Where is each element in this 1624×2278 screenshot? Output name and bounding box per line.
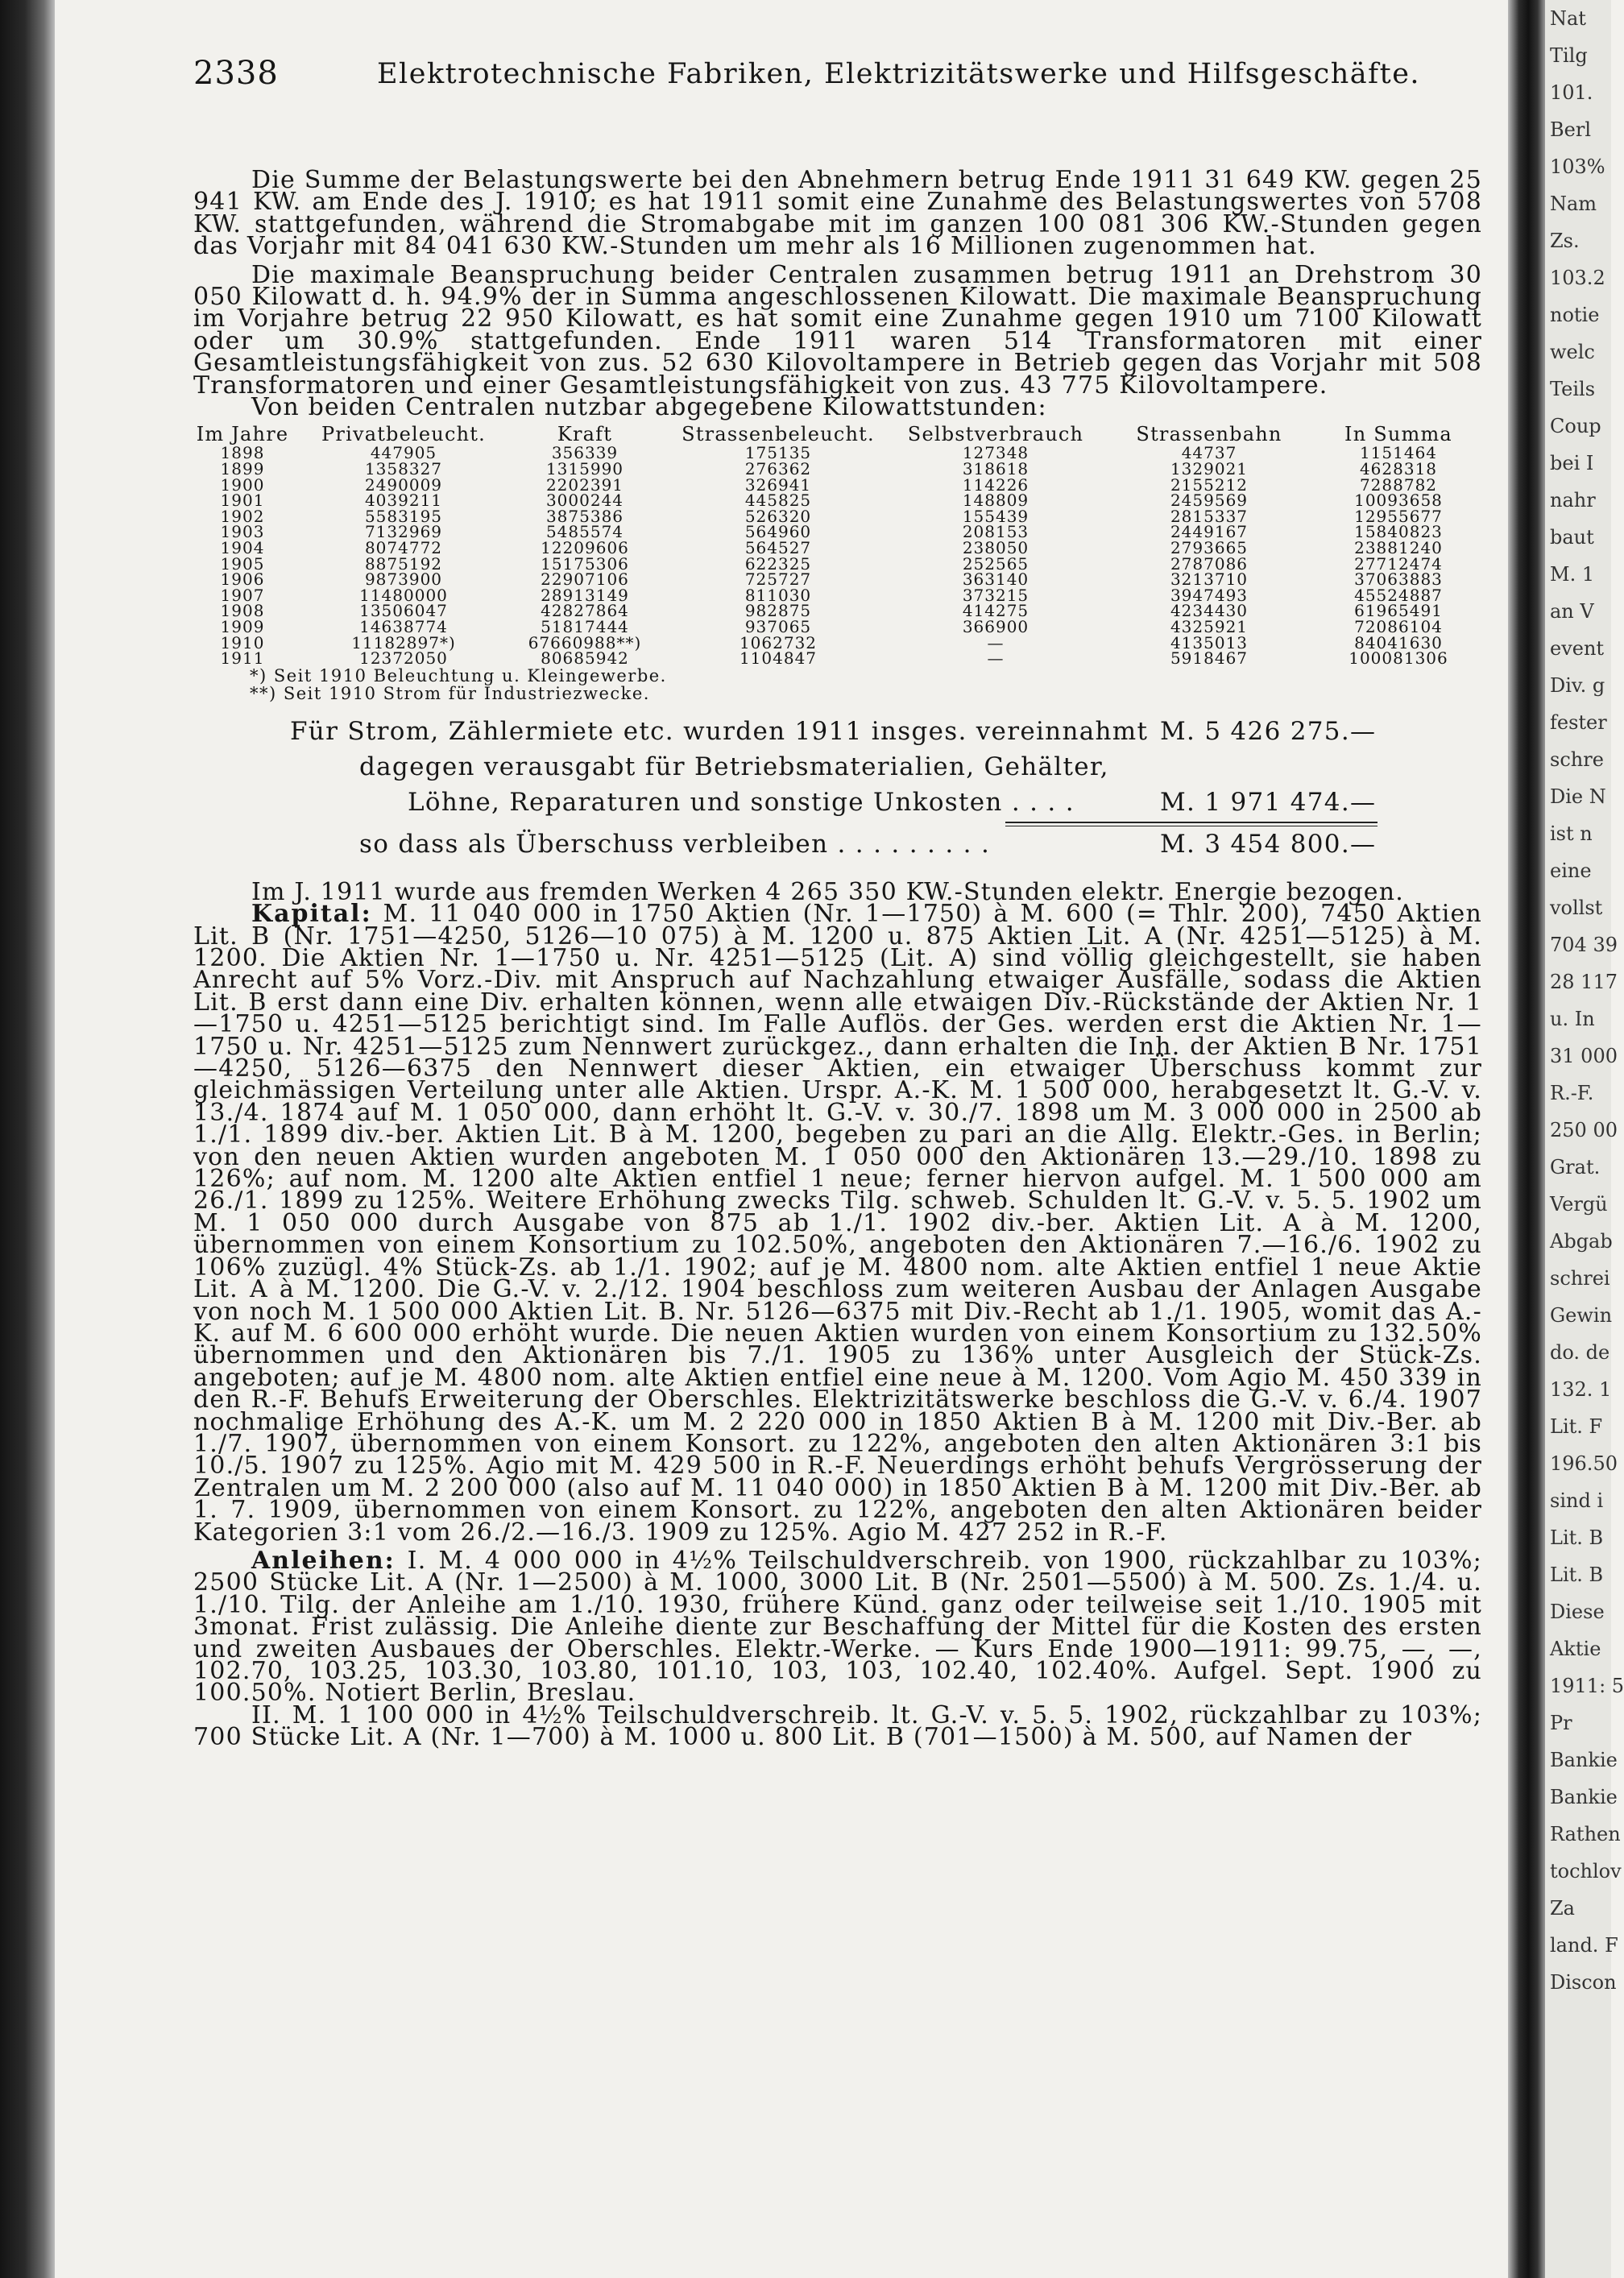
table-cell: 2202391 [545, 474, 624, 495]
table-cell: 114226 [962, 474, 1030, 495]
adjacent-page-line: 704 39 [1550, 934, 1618, 956]
adjacent-page-line: 28 117 [1550, 971, 1618, 993]
table-cell: 45524887 [1354, 585, 1443, 605]
adjacent-page-line: 101. [1550, 81, 1593, 104]
adjacent-page-line: sind i [1550, 1489, 1604, 1512]
table-cell: 28913149 [541, 585, 629, 605]
table-cell: 14638774 [359, 617, 448, 636]
adjacent-page-line: nahr [1550, 489, 1596, 512]
table-cell: 2459569 [1170, 491, 1249, 511]
adjacent-page-line: 31 000 [1550, 1045, 1618, 1067]
table-cell: 326941 [744, 474, 812, 495]
table-cell: 4135013 [1170, 632, 1249, 652]
table-cell: 356339 [551, 443, 619, 463]
table-cell: 37063883 [1354, 570, 1443, 590]
table-cell: 8074772 [364, 538, 443, 558]
table-cell: 725727 [744, 570, 812, 590]
adjacent-page-line: Rathen [1550, 1823, 1621, 1845]
table-cell: 363140 [962, 570, 1030, 590]
adjacent-page-line: Gewin [1550, 1304, 1613, 1327]
table-cell: 2815337 [1170, 506, 1249, 526]
anleihen-text-1: I. M. 4 000 000 in 4½% Teilschuldverschreib. von 1900, rückzahlbar zu 103%; 2500 Stücke Lit. A (Nr. 1—2500) à M. 1000, 3000 Lit. B (Nr. 2501—5500) à M. 500. Zs. 1./4. u. 1./10. Tilg. der Anleihe am 1./10. 1930, frühere Künd. ganz oder teilweise seit 1./10. 1905 mit 3monat. Frist zulässig. Die Anleihe diente zur Beschaffung der Mittel für die Kosten des ersten und zweiten Ausbaues der Oberschles. Elektr.-Werke. — Kurs Ende 1900—1911: 99.75, —, —, 102.70, 103.25, 103.30, 103.80, 101.10, 103, 103, 102.40, 102.40%. Aufgel. Sept. 1900 zu 100.50%. Notiert Berlin, Breslau. [193, 1546, 1482, 1708]
table-cell: 3000244 [545, 491, 624, 511]
table-cell: 2449167 [1170, 522, 1249, 542]
adjacent-page-line: Teils [1550, 378, 1596, 400]
page-header [193, 50, 1482, 98]
table-cell: 11182897*) [351, 632, 456, 652]
adjacent-page-line: Coup [1550, 415, 1601, 437]
table-cell: 622325 [744, 553, 812, 574]
table-cell: 15840823 [1354, 522, 1443, 542]
finance-summary [193, 702, 1482, 881]
table-cell: 1903 [220, 522, 265, 542]
table-cell: 373215 [962, 585, 1030, 605]
paragraph-anleihen [193, 1546, 1482, 1708]
running-title: Elektrotechnische Fabriken, Elektrizitätswerke und Hilfsgeschäfte. [377, 58, 1421, 90]
table-cell: 1908 [220, 601, 265, 621]
page-content [193, 50, 1482, 1752]
table-cell: 8875192 [364, 553, 443, 574]
adjacent-page-line: Bankie [1550, 1749, 1618, 1771]
finance-expense-label: dagegen verausgabt für Betriebsmaterialien, Gehälter, [359, 752, 1109, 781]
adjacent-page-line: Za [1550, 1897, 1575, 1920]
adjacent-page-line: do. de [1550, 1341, 1610, 1364]
finance-surplus-amount: M. 3 454 800.— [1160, 829, 1377, 859]
table-cell: 5918467 [1170, 648, 1249, 669]
adjacent-page-line: Nam [1550, 193, 1597, 215]
table-footnotes [250, 667, 1482, 702]
table-cell: 4628318 [1359, 459, 1438, 479]
table-cell: 5583195 [364, 506, 443, 526]
adjacent-page-line: Vergü [1550, 1193, 1608, 1216]
kapital-heading: Kapital: [251, 900, 372, 929]
paragraph-kapital [193, 900, 1482, 1547]
table-cell: 67660988**) [528, 632, 642, 652]
table-cell: 1911 [220, 648, 265, 669]
table-cell: 2490009 [364, 474, 443, 495]
adjacent-page-line: Tilg [1550, 44, 1588, 67]
table-cell: 127348 [962, 443, 1030, 463]
table-cell: 811030 [744, 585, 812, 605]
table-cell: 1906 [220, 570, 265, 590]
column-header: Privatbeleucht. [321, 422, 486, 445]
adjacent-page-line: Bankie [1550, 1786, 1618, 1808]
table-cell: 4039211 [364, 491, 443, 511]
table-cell: 3947493 [1170, 585, 1249, 605]
table-cell: 1315990 [545, 459, 624, 479]
finance-costs-label: Löhne, Reparaturen und sonstige Unkosten . . . . [408, 787, 1075, 817]
table-cell: 318618 [962, 459, 1030, 479]
column-header: Strassenbeleucht. [682, 422, 875, 445]
table-cell: 208153 [962, 522, 1030, 542]
adjacent-page-line: 196.50 [1550, 1452, 1618, 1475]
column-header: Selbstverbrauch [907, 422, 1084, 445]
table-cell: 13506047 [359, 601, 448, 621]
paragraph-anleihe-2: II. M. 1 100 000 in 4½% Teilschuldverschreib. lt. G.-V. v. 5. 5. 1902, rückzahlbar zu 103%; 700 Stücke Lit. A (Nr. 1—700) à M. 1000 u. 800 Lit. B (701—1500) à M. 500, auf Namen der [193, 1700, 1482, 1752]
adjacent-page-line: an V [1550, 600, 1594, 623]
adjacent-page-line: vollst [1550, 897, 1603, 919]
anleihen-heading: Anleihen: [251, 1546, 396, 1575]
table-cell: 11480000 [359, 585, 448, 605]
footnote-1: *) Seit 1910 Beleuchtung u. Kleingewerbe. [250, 665, 667, 685]
table-cell: 1905 [220, 553, 265, 574]
adjacent-page-line: schrei [1550, 1267, 1610, 1290]
table-cell: 1904 [220, 538, 265, 558]
adjacent-page-line: Lit. B [1550, 1564, 1604, 1586]
table-cell: 4325921 [1170, 617, 1249, 636]
table-cell: 238050 [962, 538, 1030, 558]
table-cell: 445825 [744, 491, 812, 511]
table-cell: 1062732 [739, 632, 818, 652]
table-cell: 1907 [220, 585, 265, 605]
table-cell: 1104847 [739, 648, 818, 669]
table-cell: 61965491 [1354, 601, 1443, 621]
column-header: Strassenbahn [1136, 422, 1282, 445]
adjacent-page-line: u. In [1550, 1008, 1595, 1030]
table-cell: 9873900 [364, 570, 443, 590]
sum-rule [1005, 822, 1378, 823]
table-cell: 447905 [370, 443, 437, 463]
finance-costs-amount: M. 1 971 474.— [1160, 787, 1377, 817]
adjacent-page-line: Berl [1550, 118, 1591, 141]
column-header: In Summa [1344, 422, 1452, 445]
table-cell: 3213710 [1170, 570, 1249, 590]
adjacent-page-line: land. F [1550, 1934, 1618, 1957]
table-cell: 15175306 [541, 553, 629, 574]
table-cell: 2787086 [1170, 553, 1249, 574]
table-cell: 27712474 [1354, 553, 1443, 574]
finance-surplus-label: so dass als Überschuss verbleiben . . . . . . . . . [359, 829, 991, 859]
table-cell: 1899 [220, 459, 265, 479]
table-cell: 1910 [220, 632, 265, 652]
adjacent-page-line: M. 1 [1550, 563, 1595, 586]
adjacent-page-line: Zs. [1550, 230, 1580, 252]
table-cell: 2155212 [1170, 474, 1249, 495]
adjacent-page-line: baut [1550, 526, 1594, 549]
adjacent-page-line: event [1550, 637, 1605, 660]
adjacent-page-line: eine [1550, 859, 1592, 882]
adjacent-page-line: Die N [1550, 785, 1606, 808]
table-cell: 5485574 [545, 522, 624, 542]
table-caption: Von beiden Centralen nutzbar abgegebene Kilowattstunden: [251, 393, 1047, 422]
paragraph-bezug: Im J. 1911 wurde aus fremden Werken 4 265 350 KW.-Stunden elektr. Energie bezogen. [251, 877, 1404, 906]
table-cell: 51817444 [541, 617, 629, 636]
table-cell: 366900 [962, 617, 1030, 636]
table-cell: 1358327 [364, 459, 443, 479]
table-cell: 4234430 [1170, 601, 1249, 621]
adjacent-page-line: 103.2 [1550, 267, 1605, 289]
adjacent-page-line: ist n [1550, 822, 1593, 845]
footnote-2: **) Seit 1910 Strom für Industriezwecke. [250, 683, 650, 703]
adjacent-page-line: 250 00 [1550, 1119, 1618, 1141]
adjacent-page-line: Lit. B [1550, 1526, 1604, 1549]
adjacent-page-fragment [1545, 0, 1624, 2278]
table-cell: 7132969 [364, 522, 443, 542]
book-gutter-shadow [1508, 0, 1545, 2278]
adjacent-page-line: 103% [1550, 155, 1605, 178]
adjacent-page-line: Abgab [1550, 1230, 1613, 1253]
adjacent-page-line: Discon [1550, 1971, 1617, 1994]
adjacent-page-line: Lit. F [1550, 1415, 1603, 1438]
adjacent-page-line: Nat [1550, 7, 1586, 30]
adjacent-page-line: bei I [1550, 452, 1594, 474]
adjacent-page-line: tochlov [1550, 1860, 1622, 1882]
table-cell: 1909 [220, 617, 265, 636]
paragraph-beanspruchung: Die maximale Beanspruchung beider Centralen zusammen betrug 1911 an Drehstrom 30 050 Kilowatt d. h. 94.9% der in Summa angeschlossenen Kilowatt. Die maximale Beanspruchung im Vorjahre betrug 22 950 Kilowatt, es hat somit eine Zunahme gegen 1910 um 7100 Kilowatt oder um 30.9% stattgefunden. Ende 1911 waren 514 Transformatoren mit einer Gesamtleistungsfähigkeit von zus. 52 630 Kilovoltampere in Betrieb gegen das Vorjahr mit 508 Transformatoren und einer Gesamtleistungsfähigkeit von zus. 43 775 Kilovoltampere. [193, 260, 1482, 400]
adjacent-page-line: schre [1550, 748, 1604, 771]
table-header-row [182, 423, 1479, 445]
table-cell: 175135 [744, 443, 812, 463]
table-cell: 1329021 [1170, 459, 1249, 479]
adjacent-page-line: Pr [1550, 1712, 1572, 1734]
table-cell: 252565 [962, 553, 1030, 574]
kilowatt-table [182, 422, 1479, 669]
adjacent-page-line: Aktie [1550, 1638, 1601, 1660]
adjacent-page-line: Grat. [1550, 1156, 1601, 1178]
table-cell: 1898 [220, 443, 265, 463]
table-cell: 1151464 [1359, 443, 1438, 463]
table-cell: 414275 [962, 601, 1030, 621]
table-cell: 80685942 [541, 648, 629, 669]
table-cell: 84041630 [1354, 632, 1443, 652]
table-cell: — [987, 648, 1005, 669]
table-cell: 1900 [220, 474, 265, 495]
table-cell: 3875386 [545, 506, 624, 526]
adjacent-page-line: Div. g [1550, 674, 1605, 697]
table-cell: 23881240 [1354, 538, 1443, 558]
table-cell: 276362 [744, 459, 812, 479]
table-cell: 12955677 [1354, 506, 1443, 526]
table-cell: 937065 [744, 617, 812, 636]
table-cell: 12372050 [359, 648, 448, 669]
table-cell: 2793665 [1170, 538, 1249, 558]
table-cell: 526320 [744, 506, 812, 526]
table-row [182, 651, 1479, 667]
table-cell: 44737 [1181, 443, 1237, 463]
kapital-text: M. 11 040 000 in 1750 Aktien (Nr. 1—1750) à M. 600 (= Thlr. 200), 7450 Aktien Lit. B (Nr. 1751—4250, 5126—10 075) à M. 1200 u. 875 Aktien Lit. A (Nr. 4251—5125) à M. 1200. Die Aktien Nr. 1—1750 u. Nr. 4251—5125 (Lit. A) sind völlig gleichgestellt, sie haben Anrecht auf 5% Vorz.-Div. mit Anspruch auf Nachzahlung etwaiger Ausfälle, sodass die Aktien Lit. B erst dann eine Div. erhalten können, wenn alle etwaigen Div.-Rückstände der Aktien Nr. 1—1750 u. 4251—5125 berichtigt sind. Im Falle Auflös. der Ges. werden erst die Aktien Nr. 1—1750 u. Nr. 4251—5125 zum Nennwert zurückgez., dann erhalten die Inh. der Aktien B Nr. 1751—4250, 5126—6375 den Nennwert dieser Aktien, ein etwaiger Überschuss kommt zur gleichmässigen Verteilung unter alle Aktien. Urspr. A.-K. M. 1 500 000, herabgesetzt lt. G.-V. v. 13./4. 1874 auf M. 1 050 000, dann erhöht lt. G.-V. v. 30./7. 1898 um M. 3 000 000 in 2500 ab 1./1. 1899 div.-ber. Aktien Lit. B à M. 1200, begeben zu pari an die Allg. Elektr.-Ges. in Berlin; von den neuen Aktien wurden angeboten M. 1 050 000 den Aktionären 13.—29./10. 1898 zu 126%; auf nom. M. 1200 alte Aktien entfiel 1 neue; ferner hiervon aufgel. M. 1 500 000 am 26./1. 1899 zu 125%. Weitere Erhöhung zwecks Tilg. schweb. Schulden lt. G.-V. v. 5. 5. 1902 um M. 1 050 000 durch Ausgabe von 875 ab 1./1. 1902 div.-ber. Aktien Lit. A à M. 1200, übernommen von einem Konsortium zu 102.50%, angeboten den Aktionären 7.—16./6. 1902 zu 106% zuzügl. 4% Stück-Zs. ab 1./1. 1902; auf je M. 4800 nom. alte Aktien entfiel 1 neue Aktie Lit. A à M. 1200. Die G.-V. v. 2./12. 1904 beschloss zum weiteren Ausbau der Anlagen Ausgabe von noch M. 1 500 000 Aktien Lit. B. Nr. 5126—6375 mit Div.-Recht ab 1./1. 1905, womit das A.-K. auf M. 6 600 000 erhöht wurde. Die neuen Aktien wurden von einem Konsortium zu 132.50% übernommen und den Aktionären bis 7./1. 1905 zu 136% unter Ausgleich der Stück-Zs. angeboten; auf je M. 4800 nom. alte Aktien entfiel eine neue à M. 1200. Vom Agio M. 450 339 in den R.-F. Behufs Erweiterung der Oberschles. Elektrizitätswerke beschloss die G.-V. v. 6./4. 1907 nochmalige Erhöhung des A.-K. um M. 2 220 000 in 1850 Aktien B à M. 1200 mit Div.-Ber. ab 1./7. 1907, übernommen von einem Konsort. zu 122%, angeboten den alten Aktionären 3:1 bis 10./5. 1907 zu 125%. Agio mit M. 429 500 in R.-F. Neuerdings erhöht behufs Vergrösserung der Zentralen um M. 2 200 000 (also auf M. 11 040 000) in 1850 Aktien B à M. 1200 mit Div.-Ber. ab 1. 7. 1909, übernommen von einem Konsort. zu 122%, angeboten den alten Aktionären beider Kategorien 3:1 vom 26./2.—16./3. 1909 zu 125%. Agio M. 427 252 in R.-F. [193, 900, 1482, 1547]
page-number: 2338 [193, 55, 279, 92]
table-cell: 12209606 [541, 538, 629, 558]
adjacent-page-line: 132. 1 [1550, 1378, 1612, 1401]
adjacent-page-line: notie [1550, 304, 1600, 326]
table-cell: — [987, 632, 1005, 652]
finance-revenue-label: Für Strom, Zählermiete etc. wurden 1911 insges. vereinnahmt [290, 716, 1149, 746]
table-cell: 148809 [962, 491, 1030, 511]
table-cell: 1902 [220, 506, 265, 526]
adjacent-page-line: Diese [1550, 1601, 1605, 1623]
adjacent-page-line: R.-F. [1550, 1082, 1594, 1104]
table-cell: 72086104 [1354, 617, 1443, 636]
book-binding-shadow [0, 0, 55, 2278]
column-header: Kraft [557, 422, 613, 445]
adjacent-page-line: fester [1550, 711, 1607, 734]
adjacent-page-line: welc [1550, 341, 1595, 363]
finance-revenue-amount: M. 5 426 275.— [1160, 716, 1377, 746]
table-cell: 982875 [744, 601, 812, 621]
paragraph-belastung: Die Summe der Belastungswerte bei den Abnehmern betrug Ende 1911 31 649 KW. gegen 25 941 KW. am Ende des J. 1910; es hat 1911 somit eine Zunahme des Belastungswertes von 5708 KW. stattgefunden, während die Stromabgabe mit im ganzen 100 081 306 KW.-Stunden gegen das Vorjahr mit 84 041 630 KW.-Stunden um mehr als 16 Millionen zugenommen hat. [193, 166, 1482, 261]
table-cell: 155439 [962, 506, 1030, 526]
table-cell: 1901 [220, 491, 265, 511]
table-cell: 7288782 [1359, 474, 1438, 495]
table-cell: 564960 [744, 522, 812, 542]
column-header: Im Jahre [196, 422, 289, 445]
table-cell: 100081306 [1348, 648, 1448, 669]
adjacent-page-line: 1911: 5 [1550, 1675, 1624, 1697]
table-cell: 22907106 [541, 570, 629, 590]
table-cell: 10093658 [1354, 491, 1443, 511]
table-cell: 564527 [744, 538, 812, 558]
table-cell: 42827864 [541, 601, 629, 621]
